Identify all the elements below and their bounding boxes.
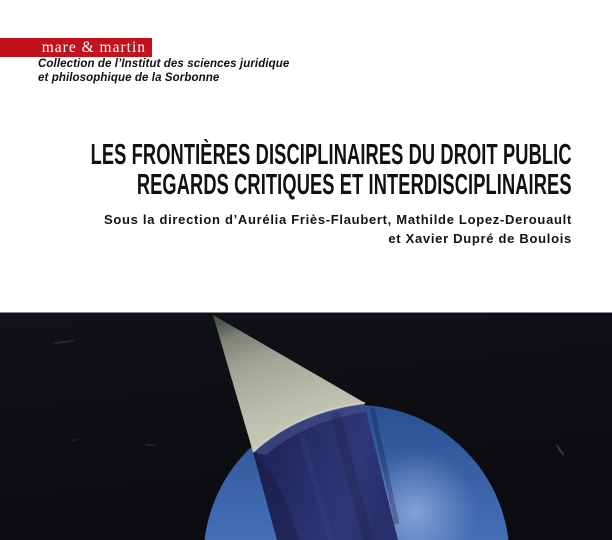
title-line-2: REGARDS CRITIQUES ET INTERDISCIPLINAIRES bbox=[137, 169, 573, 201]
collection-line-2: et philosophique de la Sorbonne bbox=[38, 71, 220, 84]
plate-top-edge bbox=[0, 312, 612, 313]
collection-line-1: Collection de l’Institut des sciences juridique bbox=[38, 58, 290, 70]
editors-byline bbox=[104, 211, 572, 248]
title-line-1: LES FRONTIÈRES DISCIPLINAIRES DU DROIT PUBLIC bbox=[90, 139, 572, 171]
byline-line-2: et Xavier Dupré de Boulois bbox=[388, 230, 572, 246]
obelisk-painting bbox=[0, 312, 612, 540]
collection-note bbox=[38, 58, 289, 85]
publisher-banner bbox=[0, 38, 152, 57]
publisher-name: mare & martin bbox=[41, 39, 146, 56]
book-title bbox=[91, 140, 572, 200]
cover-artwork bbox=[0, 312, 612, 540]
byline-line-1: Sous la direction d’Aurélia Friès-Flaubert, Mathilde Lopez-Derouault bbox=[104, 212, 572, 227]
